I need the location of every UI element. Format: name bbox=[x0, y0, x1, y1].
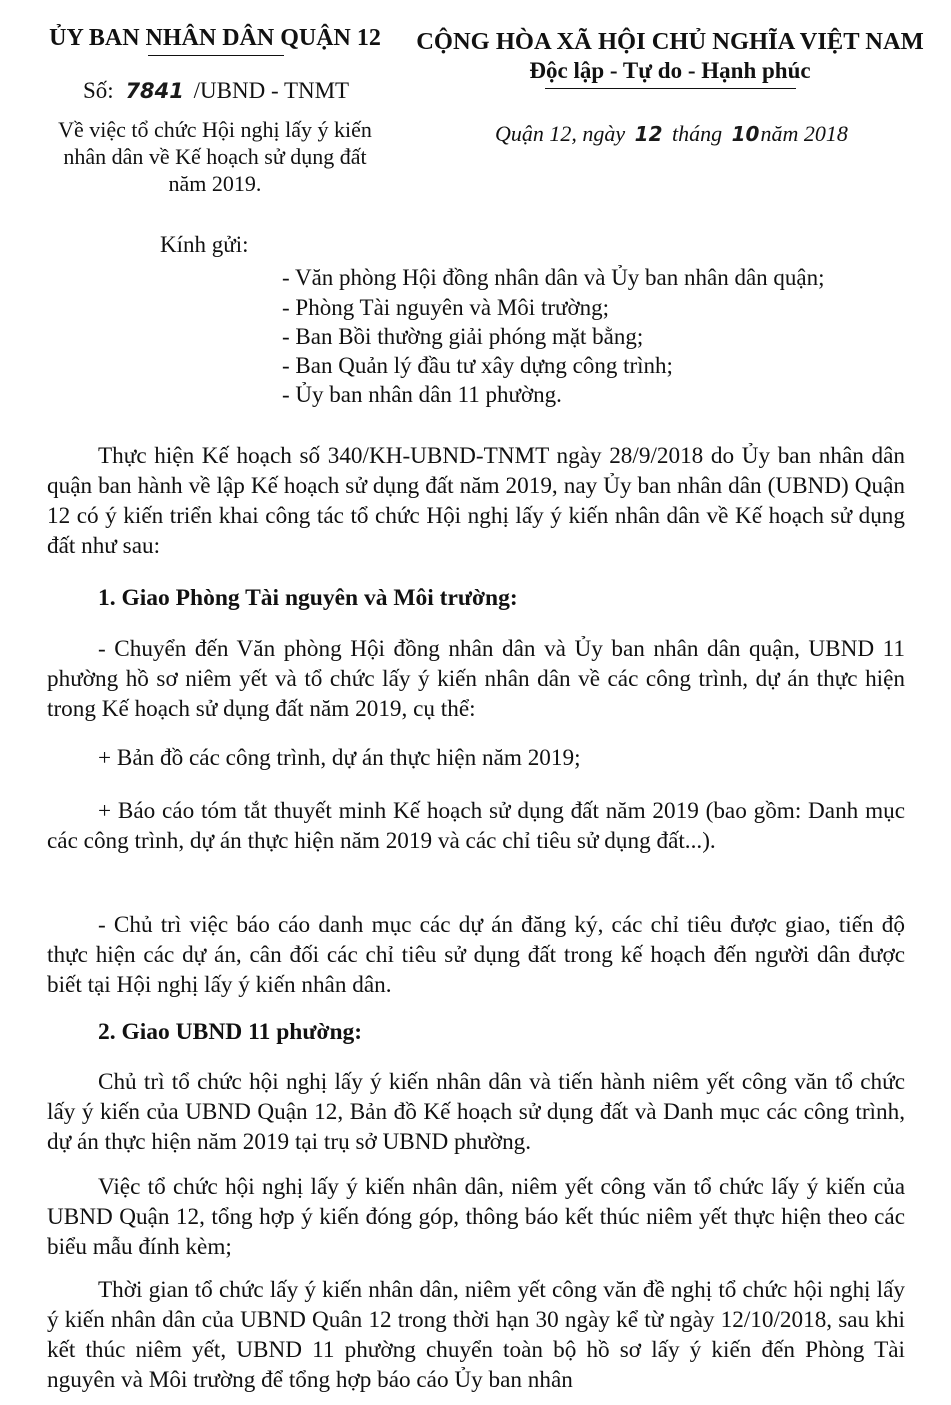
recipient-item: - Văn phòng Hội đồng nhân dân và Ủy ban nhân dân quận; bbox=[282, 265, 825, 290]
subject-line-1: Về việc tổ chức Hội nghị lấy ý kiến bbox=[58, 117, 372, 142]
nation-title: CỘNG HÒA XÃ HỘI CHỦ NGHĨA VIỆT NAM bbox=[416, 28, 924, 55]
section-1-paragraph: + Bản đồ các công trình, dự án thực hiện năm 2019; bbox=[98, 745, 581, 771]
section-2-title: 2. Giao UBND 11 phường: bbox=[98, 1019, 363, 1045]
subject-line-2: nhân dân về Kế hoạch sử dụng đất bbox=[63, 144, 367, 169]
recipient-item: - Ban Quản lý đầu tư xây dựng công trình; bbox=[282, 353, 673, 378]
date-line bbox=[495, 121, 848, 147]
national-motto: Độc lập - Tự do - Hạnh phúc bbox=[529, 58, 811, 83]
recipient-item: - Ủy ban nhân dân 11 phường. bbox=[282, 382, 562, 407]
subject-block bbox=[30, 116, 400, 197]
recipient-item: - Ban Bồi thường giải phóng mặt bằng; bbox=[282, 324, 644, 349]
section-2-paragraph: Việc tổ chức hội nghị lấy ý kiến nhân dân, niêm yết công văn tổ chức lấy ý kiến của UBND Quận 12, tổng hợp ý kiến đóng góp, thông báo kết thúc niêm yết thực hiện theo các biểu mẫu đính kèm; bbox=[47, 1174, 905, 1260]
motto-underline bbox=[545, 88, 796, 89]
date-year: năm 2018 bbox=[760, 121, 848, 146]
date-day: 12 bbox=[634, 122, 663, 146]
number-handwritten: 7841 bbox=[125, 79, 184, 103]
issuer-underline bbox=[148, 55, 284, 56]
document-number bbox=[83, 78, 349, 104]
date-month: 10 bbox=[731, 122, 760, 146]
issuer-name: ỦY BAN NHÂN DÂN QUẬN 12 bbox=[49, 25, 381, 51]
section-1-title: 1. Giao Phòng Tài nguyên và Môi trường: bbox=[98, 585, 518, 611]
date-month-word: tháng bbox=[672, 121, 723, 146]
section-1-paragraph: - Chủ trì việc báo cáo danh mục các dự án đăng ký, các chỉ tiêu được giao, tiến độ thực hiện các dự án, cân đối các chỉ tiêu sử dụng đất trong kế hoạch đến người dân được biết tại Hội nghị lấy ý kiến nhân dân. bbox=[47, 912, 905, 998]
section-2-paragraph: Thời gian tổ chức lấy ý kiến nhân dân, niêm yết công văn đề nghị tổ chức hội nghị lấy ý kiến nhân dân của UBND Quân 12 trong thời hạn 30 ngày kể từ ngày 12/10/2018, sau khi kết thúc niêm yết, UBND 11 phường chuyển toàn bộ hồ sơ lấy ý kiến đến Phòng Tài nguyên và Môi trường để tổng hợp báo cáo Ủy ban nhân bbox=[47, 1277, 905, 1393]
subject-line-3: năm 2019. bbox=[168, 171, 262, 196]
section-2-paragraph: Chủ trì tổ chức hội nghị lấy ý kiến nhân dân và tiến hành niêm yết công văn tổ chức lấy ý kiến của UBND Quận 12, Bản đồ Kế hoạch sử dụng đất và Danh mục các công trình, dự án thực hiện năm 2019 tại trụ sở UBND phường. bbox=[47, 1069, 905, 1155]
greeting: Kính gửi: bbox=[160, 232, 249, 257]
section-1-paragraph: + Báo cáo tóm tắt thuyết minh Kế hoạch sử dụng đất năm 2019 (bao gồm: Danh mục các công trình, dự án thực hiện năm 2019 và các chỉ tiêu sử dụng đất...). bbox=[47, 798, 905, 854]
number-suffix: /UBND - TNMT bbox=[193, 78, 350, 103]
date-place: Quận 12, ngày bbox=[495, 121, 626, 146]
number-prefix: Số: bbox=[83, 78, 114, 103]
recipient-item: - Phòng Tài nguyên và Môi trường; bbox=[282, 295, 610, 320]
section-1-paragraph: - Chuyển đến Văn phòng Hội đồng nhân dân và Ủy ban nhân dân quận, UBND 11 phường hồ sơ niêm yết và tổ chức lấy ý kiến nhân dân về các công trình, dự án thực hiện trong Kế hoạch sử dụng đất năm 2019, cụ thể: bbox=[47, 636, 905, 722]
intro-paragraph: Thực hiện Kế hoạch số 340/KH-UBND-TNMT ngày 28/9/2018 do Ủy ban nhân dân quận ban hành về lập Kế hoạch sử dụng đất năm 2019, nay Ủy ban nhân dân (UBND) Quận 12 có ý kiến triển khai công tác tổ chức Hội nghị lấy ý kiến nhân dân về Kế hoạch sử dụng đất như sau: bbox=[47, 443, 905, 559]
